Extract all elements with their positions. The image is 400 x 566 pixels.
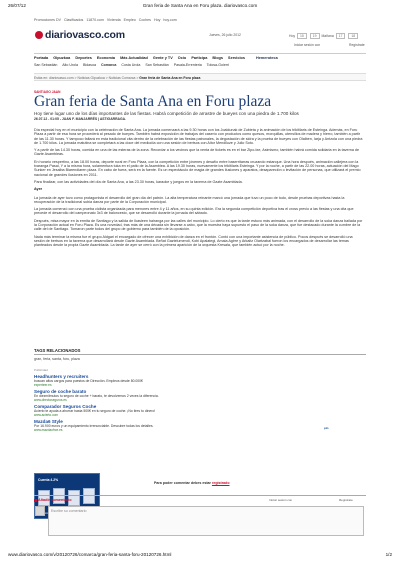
print-url: www.diariovasco.com/v/20120726/comarca/gran-feria-santa-foru-20120726.html (8, 552, 172, 557)
ad-desc: buscan altos cargos para puestos de Dirección. Empleos desde 80.000€ (34, 379, 143, 383)
print-header (8, 3, 392, 11)
print-title: Gran feria de Santa Ana en Foru plaza. diariovasco.com (142, 3, 258, 8)
breadcrumb-prefix: Estás en: (34, 75, 49, 80)
related-tags (34, 348, 366, 361)
nav-ocio[interactable]: Ocio (177, 56, 187, 60)
tags-list[interactable]: gran, feria, santa, foru, plaza (34, 357, 80, 361)
article-paragraph: La jornada de ayer tuvo como protagonista el desarrollo del gran día del patrón. La alta temperatura reinante marcó una jornada que tuvo un poco de todo, desde pruebas deportivas hasta la recuperación de la tradicional subia danza por parte de la Corporación municipal. (34, 195, 345, 204)
subnav-item[interactable]: Pasaia-Errenteria (173, 63, 202, 67)
sub-nav (34, 63, 366, 70)
comments-heading (34, 498, 72, 502)
article-paragraph: Y a partir de las 14.30 horas, comida en una de las esteras de la zona. Recordar a los vecinos que la venta de tickets es en el bar Zipo-txe, Asimismo, también habrá comida solidaria en la taverna de Gazte Asambleas. (34, 148, 360, 157)
toplink-vivienda[interactable]: Vivienda (106, 18, 121, 22)
article-subtitle: Hoy tiene lugar uno de los días importantes de las fiestas. Habrá competición de arrastre de bueyes con una piedra de 1.700 kilos (34, 111, 299, 116)
avatar (35, 506, 45, 516)
ad-title[interactable]: Mazda6 Style (34, 419, 63, 424)
nav-hemeroteca[interactable]: Hemeroteca (256, 56, 278, 60)
toplink-coches[interactable]: Coches (138, 18, 151, 22)
nav-deportes[interactable]: Deportes (75, 56, 92, 60)
weather-cell: 19 (310, 33, 320, 39)
weather-tomorrow-label: Mañana (321, 34, 334, 38)
ad-item[interactable] (34, 419, 366, 432)
ads-by-google[interactable]: pin (324, 426, 329, 430)
site-logo[interactable]: diariovasco.com (45, 29, 125, 41)
top-links (34, 18, 179, 26)
breadcrumb-path[interactable]: diariovasco.com > Noticias Gipuzkoa > Noticias Comarca > (49, 75, 139, 80)
nav-gente-tv[interactable]: Gente y TV (152, 56, 173, 60)
ad-url[interactable]: www.acierto.com (34, 413, 59, 417)
comment-notice-text: Para poder comentar debes estar (154, 481, 211, 485)
comments-section (34, 495, 366, 539)
nav-participa[interactable]: Participa (191, 56, 208, 60)
breadcrumb-current: Gran feria de Santa Ana en Foru plaza (139, 75, 201, 80)
sponsored-links (34, 368, 366, 432)
article-paragraph: Después, misa mayor en la ermita de Santiago y la salida de Ikasleen hairanga por las calles del municipio. Lo cierto es que la tarde estuvo más animada, con el desarrollo de la soka danza bailada por la Corporación actual en Foru Plaza. Es una novedad, tras más de una década sin llevarse a cabo, que la muestra haya supuesto el paso de la soka danza, que fue destacado durante la cumbre de la calle del de Santiago. Tomaron parte todos del grupo de gobierno para también de la oposición. (34, 218, 363, 232)
weather-today-label: Hoy (289, 34, 296, 38)
toplink-hoycom[interactable]: hoy.com (163, 18, 177, 22)
tags-heading: TAGS RELACIONADOS (34, 348, 366, 355)
article-paragraph: En horario vespertino, a las 18.00 horas, deporte rural en Foru Plaza, con la competición entre jóvenes y desafío entre baserritarras cruzando estanque. Una hora después, animación callejera con la txaranga Pasai, Y a la misma hora, solamentura tuka en el patio de la Asamblea. A las 19.30 horas, nuevamente los trikitilaris Esteinga. Y por la noche, a partir de las 22.00 horas, actuación del Mago Sunker en Jesalba Biarendiaren plaza. En cabo de fuera, será en la fuente. Es un espectáculo de magia de grandes ilusiones y aparatos, desapareción o levitación de personas, que utilizará el premio nacional de grandes ilusiones en 2011. (34, 159, 361, 177)
comment-input[interactable]: Escribe su comentario (48, 506, 364, 536)
weather-cell: 15 (297, 33, 307, 39)
comments-login-link[interactable]: Iniciar sesión con (269, 498, 293, 502)
comments-heading-label: Añadir comentario (38, 498, 72, 502)
weather-cell: 17 (336, 33, 346, 39)
subnav-item[interactable]: San Sebastián (34, 63, 58, 67)
nav-economia[interactable]: Economía (96, 56, 116, 60)
logo-icon (35, 31, 43, 39)
page (34, 18, 366, 543)
nav-mas-actualidad[interactable]: Más Actualidad (120, 56, 148, 60)
ad-title[interactable]: Comparador Seguros Coche (34, 404, 97, 409)
weather-cell: 18 (348, 33, 358, 39)
article-body (34, 128, 364, 251)
comment-notice (154, 481, 230, 485)
weather-widget (289, 33, 359, 39)
nav-portada[interactable]: Portada (34, 56, 49, 60)
article-paragraph: Para finalizar, con las actividades del día de Santa Ana, a las 23.30 horas, karaoke y juegos en la taverna de Gazte Asamblada. (34, 179, 243, 184)
print-date: 26/07/12 (8, 3, 26, 8)
ad-desc: Acierto te ayuda a ahorrar hasta 500€ en tu seguro de coche. ¡No tires tu dinero! (34, 409, 156, 413)
toplink-hoy[interactable]: Hoy (153, 18, 161, 22)
main-nav (34, 53, 366, 61)
ad-desc: Por 16.900 euros y un equipamiento irrenunciable. Descubre todas los detalles. (34, 424, 154, 428)
ad-url[interactable]: experteer.es (34, 383, 52, 387)
subnav-item[interactable]: Costa Urola (121, 63, 141, 67)
subnav-item-active[interactable]: Comarca (100, 63, 117, 67)
ad-item[interactable] (34, 374, 366, 387)
ad-url[interactable]: www.mazdaofrce.es (34, 428, 63, 432)
toplink-11870[interactable]: 11870.com (86, 18, 104, 22)
ad-title[interactable]: Headhunters y recruiters (34, 374, 89, 379)
login-box (294, 43, 365, 47)
toplink-clasificados[interactable]: Clasificados (63, 18, 84, 22)
comments-register-link[interactable]: Regístrate (339, 498, 353, 502)
toplink-empleo[interactable]: Empleo (123, 18, 136, 22)
ad-desc: En diezmilmutos tu seguro de coche + barato, te devolvemos 2 veces la diferencia. (34, 394, 159, 398)
banner-title: Cuenta 4.2% (38, 478, 59, 482)
print-page-number: 1/2 (385, 552, 392, 557)
toplink-promociones[interactable]: Promociones DV (34, 18, 61, 22)
article-byline: 26.07.12 - 01:05 - JUAN F. MANJARRÉS | ASTIGARRAGA. (34, 117, 127, 121)
subnav-item[interactable]: San Sebastián (145, 63, 169, 67)
print-footer (8, 552, 392, 560)
date-line: Jueves, 26 julio 2012 (209, 33, 241, 37)
register-link[interactable]: registrado (211, 481, 230, 485)
ad-item[interactable] (34, 404, 366, 417)
subnav-item[interactable]: Alto Urola (62, 63, 78, 67)
ad-item[interactable] (34, 389, 366, 402)
login-link[interactable]: Iniciar sesión con (294, 43, 321, 47)
ad-title[interactable]: Seguro de coche barato (34, 389, 87, 394)
nav-gipuzkoa[interactable]: Gipuzkoa (53, 56, 71, 60)
register-link[interactable]: Regístrate (349, 43, 365, 47)
nav-blogs[interactable]: Blogs (212, 56, 223, 60)
nav-servicios[interactable]: Servicios (228, 56, 245, 60)
breadcrumb (34, 73, 366, 81)
article-headline: Gran feria de Santa Ana en Foru plaza (34, 93, 272, 110)
ads-label: Publicidad (34, 368, 48, 372)
masthead (34, 29, 366, 43)
ad-url[interactable]: www.directoseguros.es (34, 398, 67, 402)
article-paragraph: Nada más terminar la misma fue el grupo Aldgari el encargado de ofrecer una exhibición de danza en el frontón. Contó con una importante asistencia de público. Pocos después se desarrolló una sesión de bertsos en la taverna que desarrollará desde Gazte Asamblada. Beñat Gaztelumendi, Kobi Apalategi, Amaia Agirre y Arkaitz Oiartzabal fueron los encargados de desarrollar las temas planteados desde la propia Gazte Asamblada. La tarde de ayer se cerró con la primera aparición de la orquesta Kresala, que también actuó por la noche. (34, 234, 353, 248)
article-paragraph: Día especial hoy en el municipio con la celebración de Santa Ana. La jornada comenzará a las 9.30 horas con los Joaldunak de Zubieta y la animación de los trikitilaris de Esteinga. Además, en Foru Plaza a partir de esa hora se procederá al pesado de bueyes. También habrá exposición de trabajos del caserío con productos como quesos, morquillas, utensilios de madera y hierro, también a partir de las 11.30 horas. Y tampoco faltará en esta tradicional cita dentro de la celebración de las fiestas patronales, la degustación de sidra y la prueba de bueyes con Olaiben, Iarja y Antzola con una piedra de 1.700 kilos. La jornada matutina se completará a las doce del mediodía con una sesión de bertsos con Aitor Mendiluze y Julio Soto. (34, 128, 363, 145)
article-paragraph: La jornada comenzó con una prueba ciclista organizada para menores entre 4 y 11 años, en su quinta edición. Era la segunda competición deportiva tras el cross previo a las fiestas y una cita que precede el desarrollo del campeonato 3x3 de baloncesto, que se desarrolló durante la jornada del sábado. (34, 207, 354, 216)
comment-icon (34, 499, 37, 502)
article-subheading: Ayer (34, 187, 43, 192)
subnav-item[interactable]: Tolosa-Goierri (206, 63, 230, 67)
article-kicker: SANTIAGO JAAN (34, 90, 61, 94)
subnav-item[interactable]: Bidasoa (82, 63, 96, 67)
